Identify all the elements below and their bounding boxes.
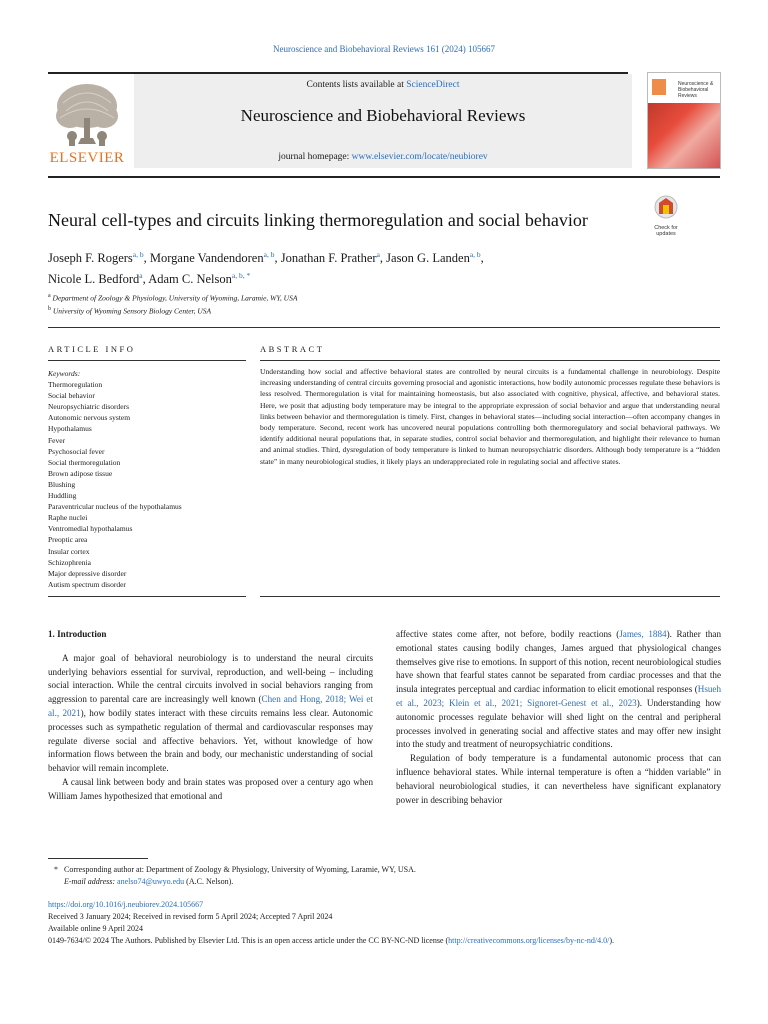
doi-link[interactable]: https://doi.org/10.1016/j.neubiorev.2024.105667 [48,900,204,909]
citation-link[interactable]: Chen and Hong, 2018; Wei et al., 2021 [48,694,373,718]
author-affiliation-mark[interactable]: a, b [263,250,275,259]
keyword-item: Hypothalamus [48,424,92,434]
license-link[interactable]: http://creativecommons.org/licenses/by-nc-nd/4.0/ [448,936,610,945]
article-info-heading: ARTICLE INFO [48,344,136,354]
citation-link[interactable]: Hsueh et al., 2023; Klein et al., 2021; Signoret-Genest et al., 2023 [396,684,721,708]
author-affiliation-mark[interactable]: a, b [132,250,144,259]
footnote-rule [48,858,148,859]
check-updates-icon [646,194,686,220]
paragraph-text: A major goal of behavioral neurobiology is to understand the neural circuits underlying behaviors essential for survival, reproduction, and well-being – including social interaction. While the central circuits involved in social behaviors ranging from aggression to parental care are increasingly well known ( [48,652,373,705]
body-paragraph [48,776,373,804]
body-paragraph [396,752,721,807]
body-column-right [396,628,721,807]
abstract-text: Understanding how social and affective behavioral states are controlled by neural circuits is a fundamental challenge in neurobiology. Despite increasing understanding of central circuits governing prosocial and agonistic interactions, how bodily autonomic processes regulate these behaviors is less resolved. Thermoregulation is vital for maintaining homeostasis, but also associated with cognitive, physical, affective, and behavioral states. Here, we posit that adjusting body temperature may be integral to the appropriate expression of social behavior and argue that understanding neural links between behavior and thermoregulation is timely. First, changes in behavioral states—including social interaction—often accompany changes in body temperature. Second, recent work has uncovered neural populations controlling both thermoregulatory and social behavioral pathways. We identify additional neural populations that, in separate studies, control social behavior and thermoregulation, and highlight their relevance to human and animal studies. Third, dysregulation of body temperature is linked to human neuropsychiatric disorders. Although body temperature is a “hidden state” in many neurobiological studies, it likely plays an underappreciated role in regulating social and affective states. [260,367,720,466]
author-name[interactable]: Adam C. Nelson [148,272,232,287]
paragraph-text: ). Rather than emotional states causing bodily changes, James argued that physiological changes themselves give rise to emotions. In support of this notion, recent neurobiological studies have shown that fearful states cannot be separated from cardiac processes and that the insula integrates perceptual and cardiac information to elicit emotional responses ( [396,629,721,695]
cover-logo-icon [652,79,666,95]
keyword-item: Autonomic nervous system [48,413,131,423]
homepage-link[interactable]: www.elsevier.com/locate/neubiorev [351,152,488,162]
paragraph-text: A causal link between body and brain states was proposed over a century ago when William James hypothesized that emotional and [48,776,373,801]
keywords-list [48,368,248,590]
email-label: E-mail address: [64,877,118,886]
email-note [48,876,720,888]
keyword-item: Preoptic area [48,535,88,545]
article-info-rule [48,360,246,361]
abstract-rule [260,360,720,361]
author-name[interactable]: Nicole L. Bedford [48,272,140,287]
license-text: 0149-7634/© 2024 The Authors. Published by Elsevier Ltd. This is an open access article under the CC BY-NC-ND license ( [48,936,449,945]
author-affiliation-mark[interactable]: a [376,250,380,259]
affiliation-mark: b [48,305,51,312]
author-name[interactable]: Jonathan F. Prather [280,251,377,266]
corresponding-author-note [48,864,720,876]
keyword-item: Blushing [48,479,76,489]
affiliation-text: University of Wyoming Sensory Biology Center, USA [52,306,212,315]
author-separator: , [142,272,149,287]
author-separator: , [379,251,387,266]
footnotes [48,864,720,888]
contents-line [134,80,632,90]
affiliation-rule [48,327,720,328]
keyword-item: Ventromedial hypothalamus [48,524,133,534]
journal-title: Neuroscience and Biobehavioral Reviews [240,106,526,125]
keyword-item: Raphe nuclei [48,513,88,523]
elsevier-logo [48,78,126,168]
author-separator: , [143,251,150,266]
publisher-name: ELSEVIER [49,150,125,166]
license-suffix: ). [609,936,614,945]
affiliation-line [48,291,648,304]
author-name[interactable]: Joseph F. Rogers [48,251,133,266]
paragraph-text: ), how bodily states interact with these circuits remains less clear. Autonomic processes such as sympathetic regulation of thermal and cardiovascular responses may regulate diverse social and affective behaviors. Yet, without knowledge of how information flows between the brain and body, our mechanistic understanding of social behavior will remain incomplete. [48,707,374,774]
journal-reference[interactable]: Neuroscience and Biobehavioral Reviews 161 (2024) 105667 [273,44,495,54]
corresponding-mark: * [54,865,58,874]
header-rule [48,176,720,178]
keyword-item: Fever [48,435,66,445]
paragraph-text: ). Understanding how autonomic processes regulate behavior will shed light on the central and peripheral processes involved in generating social and affective states and may offer new insight into the study and treatment of neuropsychiatric conditions. [396,697,721,750]
keyword-item: Major depressive disorder [48,568,127,578]
available-online: Available online 9 April 2024 [48,924,143,933]
author-separator: , [274,251,281,266]
email-link[interactable]: anelso74@uwyo.edu [117,877,185,886]
keyword-item: Thermoregulation [48,380,103,390]
keyword-item: Social thermoregulation [48,457,121,467]
body-column-left [48,628,373,804]
abstract-heading: ABSTRACT [260,344,325,354]
corresponding-text: Corresponding author at: Department of Zoology & Physiology, University of Wyoming, Laramie, WY, USA. [64,865,416,874]
author-name[interactable]: Jason G. Landen [386,251,470,266]
homepage-line [134,152,632,162]
section-heading-introduction: 1. Introduction [48,629,107,639]
keyword-item: Brown adipose tissue [48,468,113,478]
journal-cover-thumbnail[interactable] [647,72,721,169]
keywords-label: Keywords: [48,369,81,378]
author-list [48,246,648,288]
check-for-updates-button[interactable] [646,194,686,238]
abstract-bottom-rule [260,596,720,597]
keyword-item: Paraventricular nucleus of the hypothalamus [48,502,182,512]
keyword-item: Insular cortex [48,546,90,556]
sciencedirect-link[interactable]: ScienceDirect [406,80,460,90]
keyword-item: Autism spectrum disorder [48,579,126,589]
author-affiliation-mark[interactable]: a [139,271,143,281]
received-dates: Received 3 January 2024; Received in revised form 5 April 2024; Accepted 7 April 2024 [48,912,333,921]
keyword-item: Huddling [48,491,77,501]
keyword-item: Schizophrenia [48,557,91,567]
affiliation-mark: a [48,293,51,299]
paragraph-text: affective states come after, not before, bodily reactions ( [396,629,620,639]
keyword-item: Social behavior [48,391,95,401]
author-name[interactable]: Morgane Vandendoren [149,251,264,266]
body-paragraph [396,628,721,752]
paragraph-text: Regulation of body temperature is a fundamental autonomic process that can influence behavioral states. While internal temperature is often a “hidden variable” in behavioral neurobiological studies, it can nevertheless have significant explanatory power in describing behavior [396,753,721,805]
citation-link[interactable]: James, 1884 [619,629,667,639]
article-title: Neural cell-types and circuits linking thermoregulation and social behavior [48,210,588,230]
publication-info [48,899,720,947]
keywords-bottom-rule [48,596,246,597]
cover-title: Neuroscience & Biobehavioral Reviews [678,81,714,99]
author-affiliation-mark[interactable]: a, b, * [231,271,251,281]
body-paragraph [48,652,373,776]
contents-label: Contents lists available at [306,80,407,90]
keyword-item: Neuropsychiatric disorders [48,402,130,412]
check-updates-label: Check for updates [654,225,678,237]
affiliation-line [48,304,648,317]
license-statement [48,935,720,947]
affiliations [48,291,648,316]
cover-artwork [648,103,720,168]
keyword-item: Psychosocial fever [48,446,105,456]
author-separator: , [480,251,484,266]
author-affiliation-mark[interactable]: a, b [469,250,481,259]
homepage-label: journal homepage: [278,152,352,162]
affiliation-text: Department of Zoology & Physiology, University of Wyoming, Laramie, WY, USA [52,293,298,303]
email-suffix: (A.C. Nelson). [184,877,234,886]
